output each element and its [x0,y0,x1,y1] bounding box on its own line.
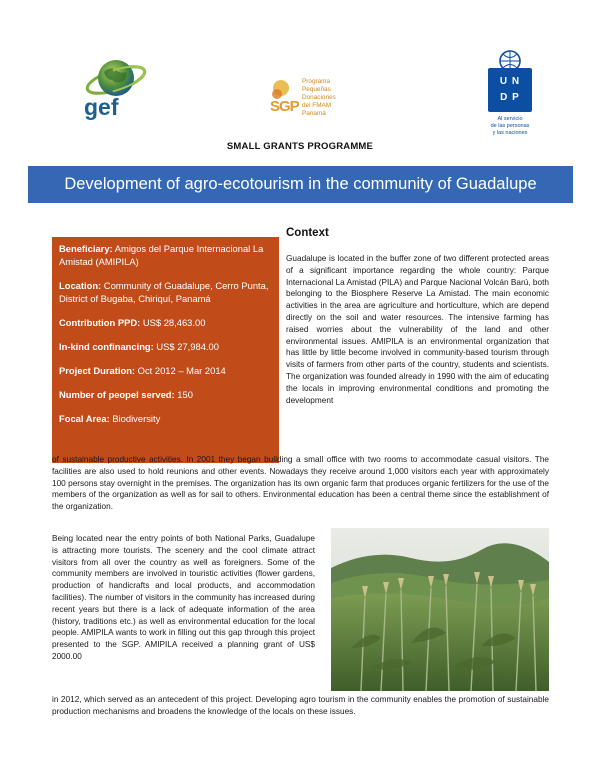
undp-caption: Al servicio de las personas y las naciones [490,116,530,136]
info-location: Location: Community of Guadalupe, Cerro Punta, District of Bugaba, Chiriquí, Panamá [59,280,269,304]
context-paragraph-column: Guadalupe is located in the buffer zone of two different protected areas of a significant importance regarding the whole country: Parque Internacional La Amistad (PILA) and Parque Nacional Volcán Barú, both belonging to the Biosphere Reserve La Amistad. The main economic activities in the area are agriculture and horticulture, which are depend directly on the soil and water resources. The intensive farming has raised worries about the vulnerability of the land and other environmental issues. AMIPILA is an environmental organization that has little by little become involved in community-based tourism through visits of farmers from other parts of the country, students and scientists. The organization was founded already in 1990 with the aim of educating the locals in improving environmental conditions and promoting the development [286,254,549,405]
context-heading: Context [286,227,329,239]
agriculture-photo [331,528,549,691]
info-focal-area: Focal Area: Biodiversity [59,413,161,424]
info-cofinancing: In-kind confinancing: US$ 27,984.00 [59,341,219,352]
project-info-box [52,237,279,463]
undp-letters-top: U N [499,76,521,87]
sgp-logo-caption: Programa Pequeñas Donaciones del FMAM Panamá [302,78,336,117]
sgp-logo [268,76,348,136]
undp-logo [488,50,532,150]
tourism-paragraph-full: in 2012, which served as an antecedent of this project. Developing agro tourism in the community enables the promotion of sustainable production mechanisms and broadens the knowledge of the locals on these issues. [52,695,549,716]
title-banner [28,166,573,203]
context-paragraph-full: of sustainable productive activities. In 2001 they began building a small office with two rooms to accommodate casual visitors. The facilities are also used to hold reunions and other events. Nowadays they receive around 1,000 visitors each year with approximately 100 persons stay overnight in the premises. The organization has its own organic farm that produces organic fertilizers for the use of the members of the organization as well as for sail to others. Environmental education has been a central theme since the establishment of the organization. [52,455,549,512]
document-title: Development of agro-ecotourism in the community of Guadalupe [64,175,537,193]
info-duration: Project Duration: Oct 2012 – Mar 2014 [59,365,226,376]
sgp-logo-text: SGP [270,98,299,115]
undp-letters-bottom: D P [500,92,520,103]
gef-logo-text: gef [84,94,119,120]
gef-logo [78,50,150,124]
program-label: SMALL GRANTS PROGRAMME [226,141,374,152]
info-beneficiary: Beneficiary: Amigos del Parque Internacional La Amistad (AMIPILA) [59,243,264,267]
tourism-paragraph-column: Being located near the entry points of both National Parks, Guadalupe is attracting more tourists. The scenery and the cool climate attract visitors from all over the country as well as foreigners. Some of the community members are involved in touristic activities (flower gardens, production of handicrafts and local products, and accommodation facilities). The number of visitors in the community has increased during recent years but there is a lack of adequate information of the area (history, traditions etc.) as well as environmental education for the local people. AMIPILA wants to work in filling out this gap through this project presented to the SGP. AMIPILA received a planning grant of US$ 2000.00 [52,534,315,661]
info-contribution: Contribution PPD: US$ 28,463.00 [59,317,206,328]
info-people-served: Number of peopel served: 150 [59,389,193,400]
